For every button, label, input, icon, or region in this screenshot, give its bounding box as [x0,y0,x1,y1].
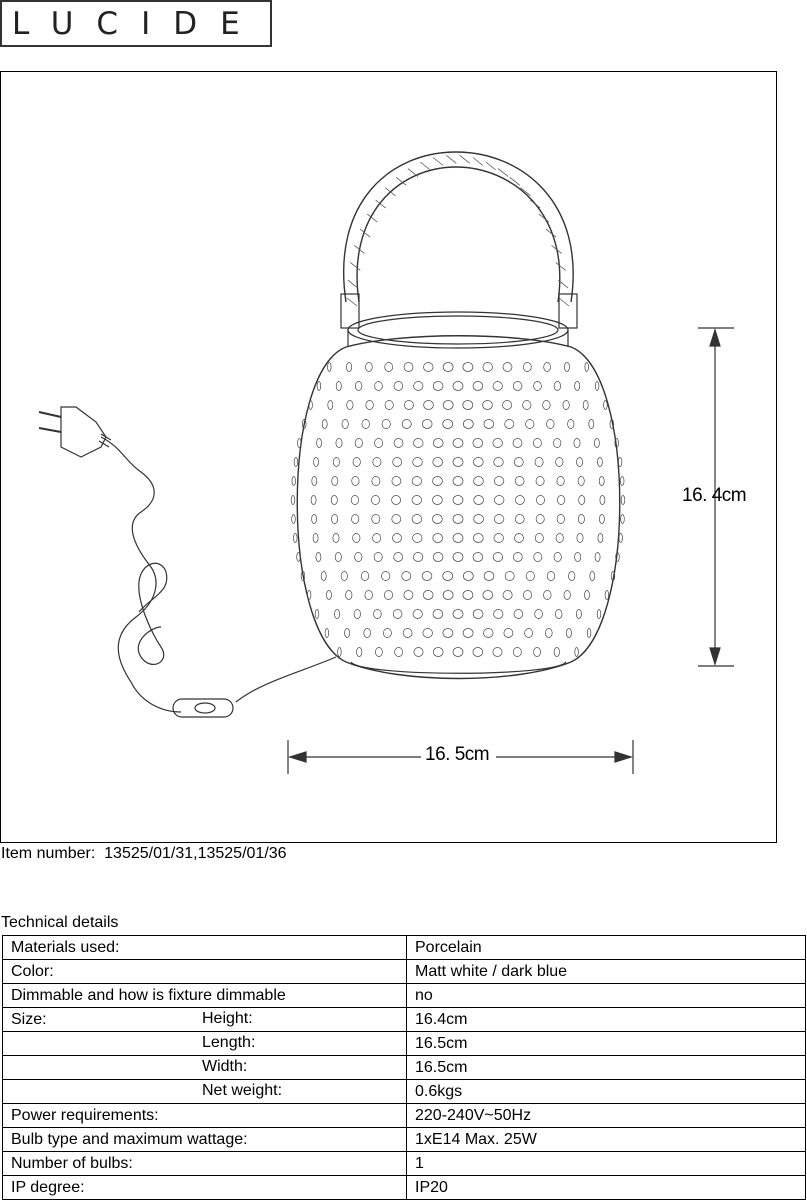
table-row [3,936,806,960]
spec-label-cell [3,984,407,1008]
height-dimension-label: 16. 4cm [682,485,747,506]
spec-sublabel: Length: [202,1034,256,1051]
spec-label: Power requirements: [11,1106,159,1124]
table-row [3,984,806,1008]
table-row [3,1032,806,1056]
table-row [3,1176,806,1200]
lamp-line-drawing [1,72,778,844]
spec-label: Number of bulbs: [11,1154,133,1172]
spec-label-cell [3,1104,407,1128]
spec-label-cell [3,1152,407,1176]
table-row [3,1104,806,1128]
brand-logo [0,0,272,47]
spec-value: no [407,984,806,1008]
spec-label: Dimmable and how is fixture dimmable [11,986,286,1004]
spec-label: Materials used: [11,938,120,956]
table-row [3,1080,806,1104]
spec-value: 16.5cm [407,1056,806,1080]
table-row [3,1152,806,1176]
spec-label-cell [3,1080,407,1104]
spec-value: 1 [407,1152,806,1176]
spec-value: 0.6kgs [407,1080,806,1104]
spec-value: 16.4cm [407,1008,806,1032]
spec-value: IP20 [407,1176,806,1200]
item-number-label: Item number: [1,845,96,862]
spec-sublabel: Height: [202,1010,253,1027]
spec-label: Color: [11,962,54,980]
spec-label: Size: [11,1010,47,1028]
spec-value: 1xE14 Max. 25W [407,1128,806,1152]
spec-label: Bulb type and maximum wattage: [11,1130,248,1148]
width-dimension-label: 16. 5cm [425,744,490,765]
spec-value: 16.5cm [407,1032,806,1056]
spec-label-cell [3,936,407,960]
spec-label-cell [3,1128,407,1152]
spec-label-cell [3,1008,407,1032]
spec-sublabel: Net weight: [202,1082,283,1099]
spec-label-cell [3,1032,407,1056]
spec-value: 220-240V~50Hz [407,1104,806,1128]
logo-text: LUCIDE [12,6,263,42]
spec-label-cell [3,960,407,984]
item-number-value: 13525/01/31,13525/01/36 [104,845,287,862]
table-row [3,1056,806,1080]
spec-label-cell [3,1176,407,1200]
spec-sublabel: Width: [202,1058,248,1075]
spec-label-cell [3,1056,407,1080]
table-row [3,960,806,984]
technical-details-table [2,935,806,1200]
spec-value: Porcelain [407,936,806,960]
product-drawing [0,71,777,843]
table-row [3,1128,806,1152]
technical-details-title: Technical details [1,914,119,931]
spec-label: IP degree: [11,1178,85,1196]
spec-value: Matt white / dark blue [407,960,806,984]
table-row [3,1008,806,1032]
item-number-line [1,845,287,863]
